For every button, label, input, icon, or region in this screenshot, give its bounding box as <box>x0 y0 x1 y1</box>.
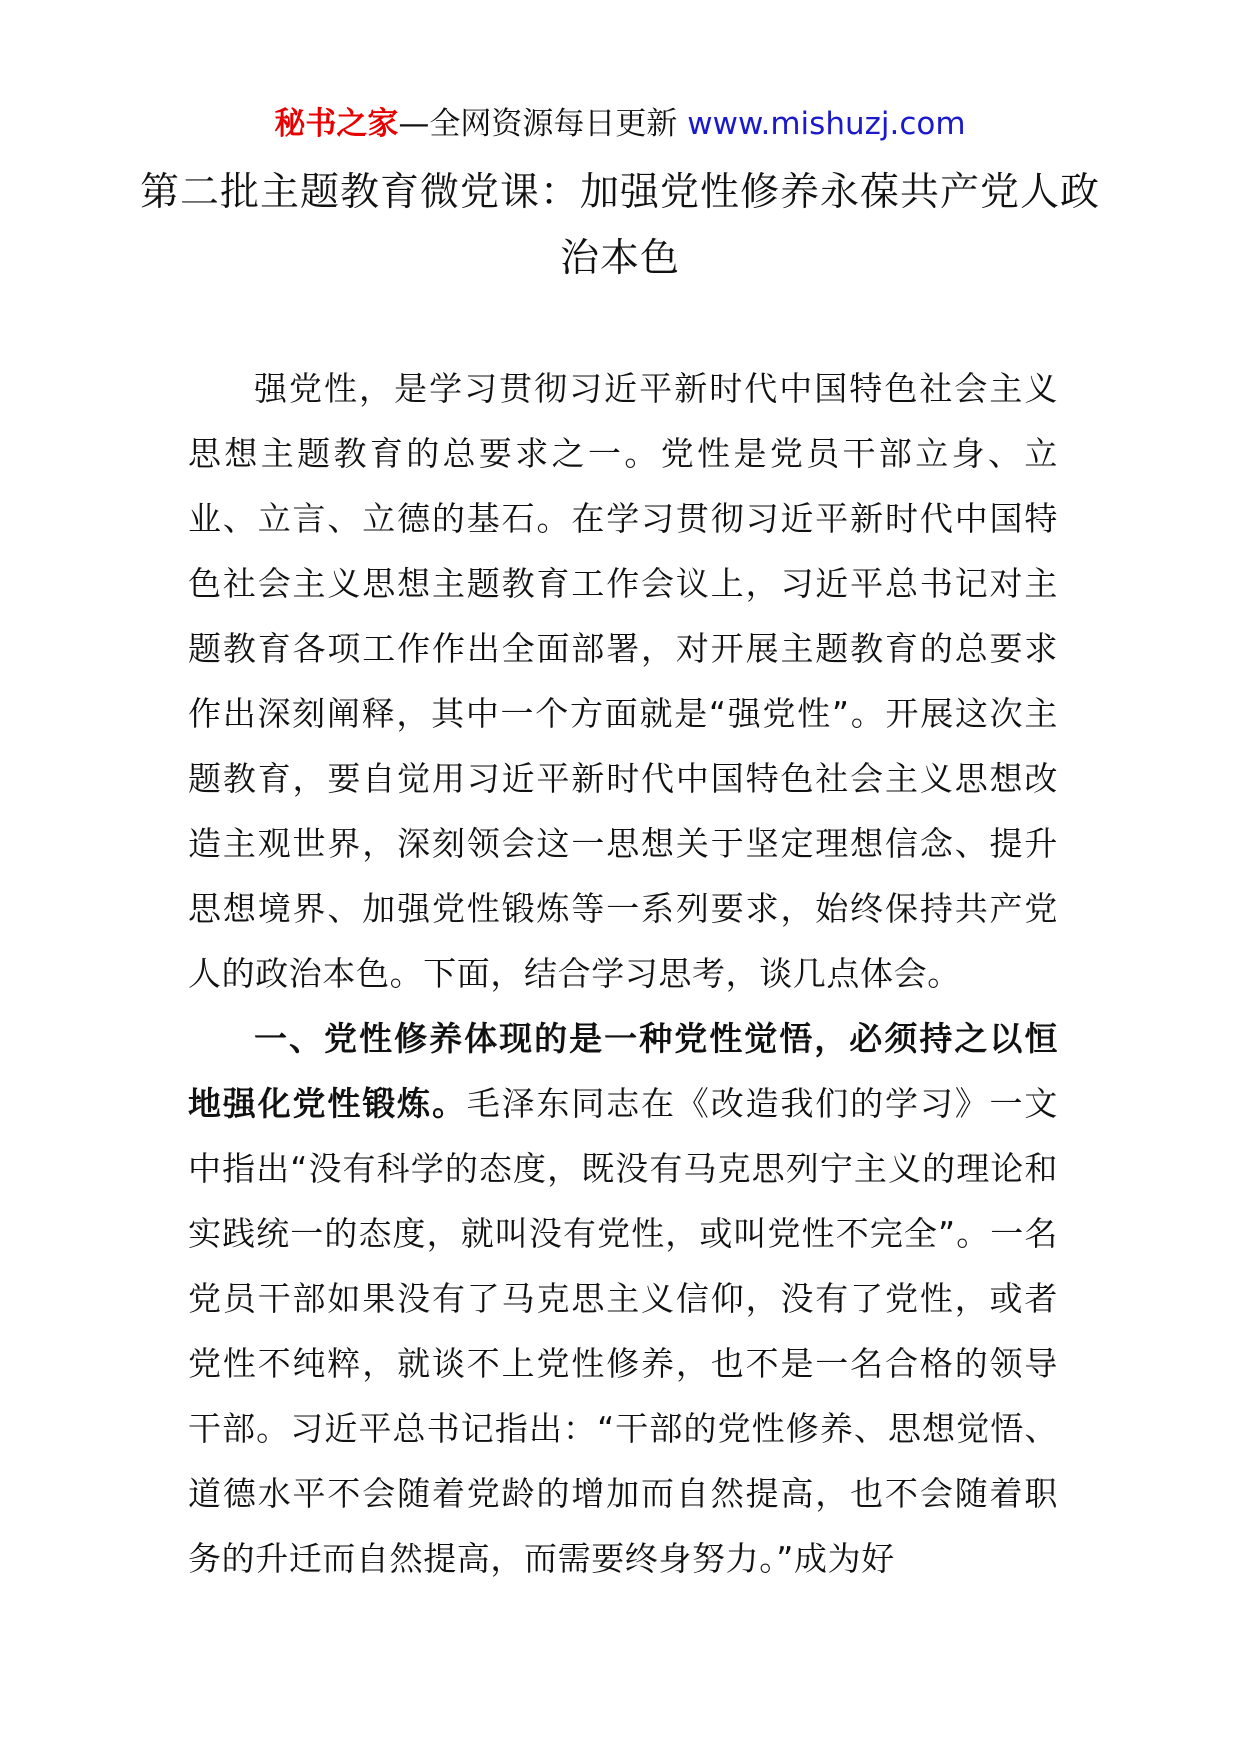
section-heading: 一、党性修养体现的是一种党性觉悟，必须持之以恒地强化党性锻炼。 <box>188 1019 1058 1123</box>
paragraph-section-one <box>188 1006 1058 1591</box>
paragraph-intro <box>188 356 1058 1006</box>
site-header <box>0 100 1240 148</box>
paragraph-text: 毛泽东同志在《改造我们的学习》一文中指出“没有科学的态度，既没有马克思列宁主义的理论和实践统一的态度，就叫没有党性，或叫党性不完全”。一名党员干部如果没有了马克思主义信仰，没有了党性，或者党性不纯粹，就谈不上党性修养，也不是一名合格的领导干部。习近平总书记指出：“干部的党性修养、思想觉悟、道德水平不会随着党龄的增加而自然提高，也不会随着职务的升迁而自然提高，而需要终身努力。”成为好 <box>188 1084 1058 1578</box>
document-body <box>188 356 1058 1591</box>
site-brand: 秘书之家 <box>274 106 399 142</box>
paragraph-text: 强党性，是学习贯彻习近平新时代中国特色社会主义思想主题教育的总要求之一。党性是党员干部立身、立业、立言、立德的基石。在学习贯彻习近平新时代中国特色社会主义思想主题教育工作会议上，习近平总书记对主题教育各项工作作出全面部署，对开展主题教育的总要求作出深刻阐释，其中一个方面就是“强党性”。开展这次主题教育，要自觉用习近平新时代中国特色社会主义思想改造主观世界，深刻领会这一思想关于坚定理想信念、提升思想境界、加强党性锻炼等一系列要求，始终保持共产党人的政治本色。下面，结合学习思考，谈几点体会。 <box>188 369 1058 993</box>
document-title: 第二批主题教育微党课：加强党性修养永葆共产党人政治本色 <box>140 170 1101 281</box>
site-url-link[interactable]: www.mishuzj.com <box>687 106 966 142</box>
site-tagline: —全网资源每日更新 <box>398 106 688 142</box>
